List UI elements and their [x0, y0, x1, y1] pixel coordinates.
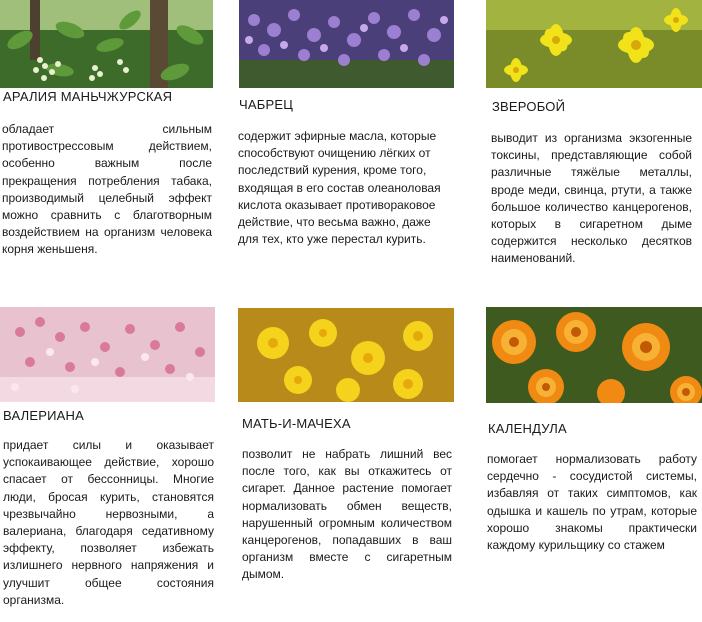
plant-description: придает силы и оказывает успокаивающее действие, хорошо спасает от бессонницы. Многие люди, бросая курить, становятся чрезвычайно нервозными, а валериана, благодаря седативному эффекту, позволяет избежать излишнего нервного напряжения и улучшит общее состояния организма.	[3, 438, 214, 607]
plant-name: ЗВЕРОБОЙ	[492, 99, 566, 114]
thyme-photo	[239, 0, 454, 88]
plant-description: позволит не набрать лишний вес после того, как вы откажитесь от сигарет. Данное растение помогает нормализовать обмен веществ, нарушенный огромным количеством канцерогенов, попадавших в ваш организм вместе с сигаретным дымом.	[242, 447, 452, 582]
plant-description: содержит эфирные масла, которые способствуют очищению лёгких от последствий курения, кроме того, входящая в его состав олеаноловая кислота оказывает противораковое действие, что весьма важно, даже для тех, кто уже перестал курить.	[238, 129, 441, 247]
plant-name: ВАЛЕРИАНА	[3, 408, 84, 423]
aralia-photo	[0, 0, 213, 88]
coltsfoot-photo	[238, 308, 454, 402]
plant-description: выводит из организма экзогенные токсины, представляющие собой различные тяжёлые металлы, вроде меди, свинца, ртути, а также большое количество канцерогенов, которых в сигаретном дыме содержится несколько десятков наименований.	[491, 131, 692, 266]
plant-name: КАЛЕНДУЛА	[488, 421, 567, 436]
plant-name: МАТЬ-И-МАЧЕХА	[242, 416, 351, 431]
valerian-photo	[0, 307, 215, 402]
plant-name: ЧАБРЕЦ	[239, 97, 294, 112]
plant-name: АРАЛИЯ МАНЬЧЖУРСКАЯ	[3, 89, 173, 104]
plant-description: помогает нормализовать работу сердечно - сосудистой системы, избавляя от таких симптомов, как одышка и кашель по утрам, которые хорошо знакомы практически каждому курильщику со стажем	[487, 452, 697, 553]
calendula-photo	[486, 307, 702, 403]
plant-description: обладает сильным противострессовым действием, особенно важным после прекращения потребления табака, производимый целебный эффект можно сравнить с благотворным воздействием на организм человека корня женьшеня.	[2, 122, 212, 257]
st-johns-wort-photo	[486, 0, 702, 88]
